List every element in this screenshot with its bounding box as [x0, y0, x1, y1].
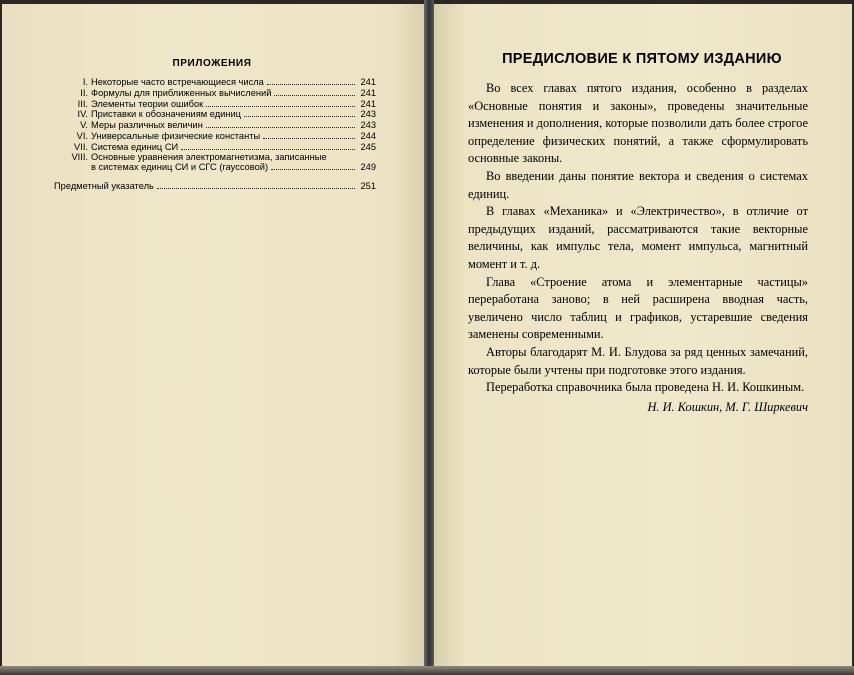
- appendix-title: ПРИЛОЖЕНИЯ: [172, 58, 252, 69]
- toc-page-number: 243: [360, 120, 376, 131]
- appendix-toc: [54, 77, 376, 192]
- toc-page-number: 251: [360, 181, 376, 192]
- toc-leader-dots: [181, 142, 355, 150]
- book-spine-gutter: [424, 0, 434, 675]
- preface-paragraph: Глава «Строение атома и элементарные частицы» переработана заново; в ней расширена вводная часть, увеличено число таблиц и графиков, устаревшие сведения заменены современными.: [468, 274, 808, 342]
- toc-entry-text: Предметный указатель: [54, 181, 154, 192]
- toc-leader-dots: [271, 162, 355, 170]
- toc-entry-text: Некоторые часто встречающиеся числа: [91, 77, 264, 87]
- toc-leader-dots: [274, 88, 355, 96]
- preface-signature: Н. И. Кошкин, М. Г. Ширкевич: [647, 400, 808, 414]
- toc-leader-dots: [157, 181, 355, 189]
- toc-leader-dots: [206, 120, 355, 128]
- toc-number: III.: [77, 98, 88, 109]
- toc-row: [54, 99, 376, 110]
- toc-entry-text: Основные уравнения электромагнетизма, записанные: [91, 151, 327, 162]
- preface-paragraph: Переработка справочника была проведена Н. И. Кошкиным.: [486, 380, 805, 395]
- toc-page-number: 241: [360, 98, 376, 109]
- toc-entry-text: Приставки к обозначениям единиц: [91, 109, 241, 120]
- preface-paragraph: Авторы благодарят М. И. Блудова за ряд ценных замечаний, которые были учтены при подготовке этого издания.: [468, 344, 808, 377]
- book-bottom-edge: [0, 666, 854, 675]
- toc-entry-text: Формулы для приближенных вычислений: [91, 87, 272, 98]
- toc-entry-text: в системах единиц СИ и СГС (гауссовой): [91, 162, 269, 173]
- toc-row: [54, 77, 376, 88]
- preface-title: ПРЕДИСЛОВИЕ К ПЯТОМУ ИЗДАНИЮ: [502, 51, 782, 67]
- toc-number: I.: [82, 77, 88, 87]
- toc-page-number: 241: [360, 77, 376, 87]
- preface-paragraph: Во всех главах пятого издания, особенно в разделах «Основные понятия и законы», проведены значительные изменения и дополнения, которые позволили дать более строгое определение физических понятий, а также сформулировать основные законы.: [468, 81, 808, 166]
- toc-leader-dots: [263, 131, 355, 139]
- toc-entry-text: Универсальные физические константы: [91, 130, 261, 141]
- preface-paragraph: Во введении даны понятие вектора и сведения о системах единиц.: [468, 168, 808, 201]
- toc-number: VIII.: [71, 151, 88, 162]
- toc-row: [54, 88, 376, 99]
- toc-leader-dots: [267, 77, 355, 85]
- toc-page-number: 244: [360, 130, 376, 141]
- toc-row: [54, 120, 376, 131]
- toc-page-number: 243: [360, 109, 376, 120]
- toc-entry-text: Меры различных величин: [91, 120, 203, 131]
- preface-paragraph: В главах «Механика» и «Электричество», в отличие от предыдущих изданий, рассматриваются такие векторные величины, как импульс тела, момент импульса, магнитный момент и т. д.: [468, 204, 808, 271]
- preface-body: [468, 80, 808, 397]
- toc-entry-text: Система единиц СИ: [91, 141, 179, 152]
- toc-row: [54, 142, 376, 153]
- toc-page-number: 249: [360, 162, 376, 173]
- toc-row-continuation: [54, 162, 376, 173]
- toc-number: IV.: [77, 109, 88, 120]
- toc-page-number: 245: [360, 141, 376, 152]
- toc-row: [54, 153, 376, 163]
- toc-number: V.: [80, 120, 88, 131]
- toc-number: II.: [80, 87, 88, 98]
- toc-page-number: 241: [360, 87, 376, 98]
- toc-number: VII.: [74, 141, 88, 152]
- toc-entry-text: Элементы теории ошибок: [91, 98, 204, 109]
- toc-leader-dots: [244, 109, 355, 117]
- toc-row: [54, 131, 376, 142]
- toc-number: VI.: [76, 130, 88, 141]
- toc-leader-dots: [206, 99, 355, 107]
- toc-index-row: [54, 181, 376, 192]
- toc-row: [54, 109, 376, 120]
